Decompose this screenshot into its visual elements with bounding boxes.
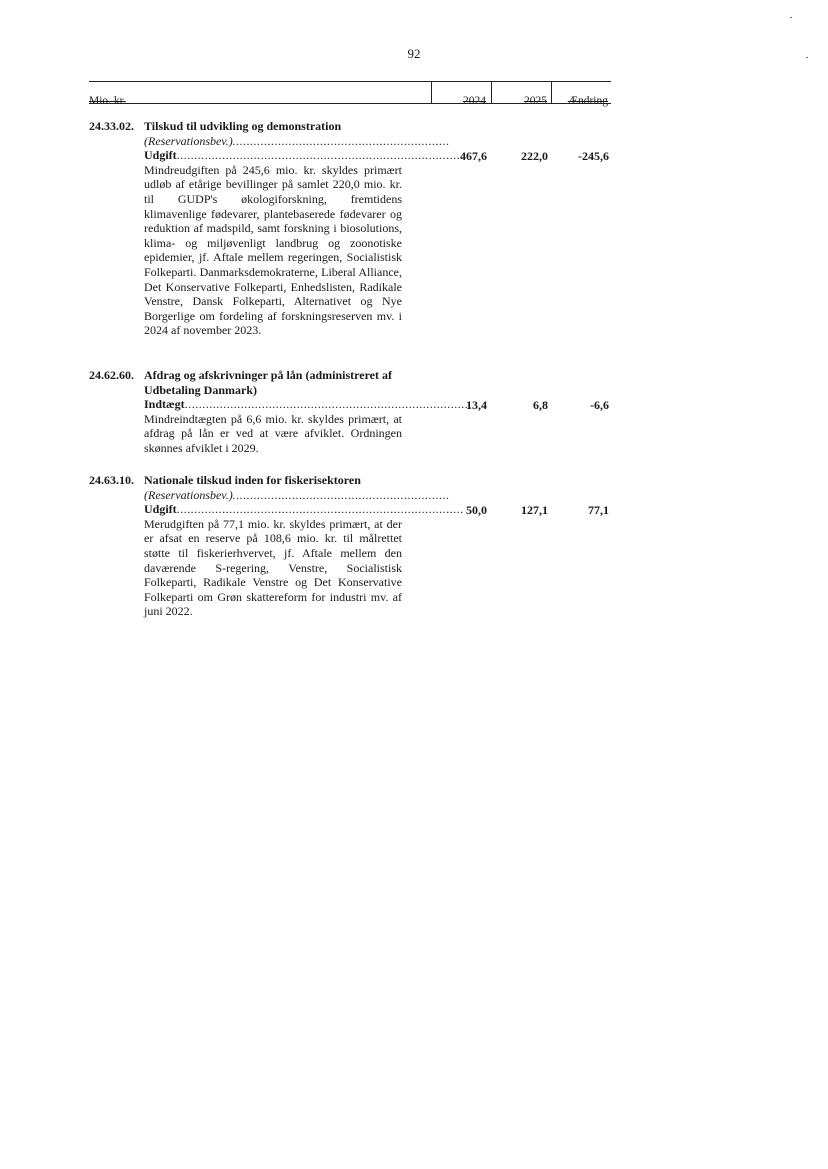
reservation-line: (Reservationsbev.).............................................................. xyxy=(144,487,450,502)
account-code: 24.62.60. xyxy=(89,368,134,382)
section-title: Tilskud til udvikling og demonstration xyxy=(144,119,342,133)
page-number: 92 xyxy=(407,46,421,61)
header-2025: 2025 xyxy=(524,95,547,107)
value-change: 77,1 xyxy=(588,503,609,517)
value-change: -6,6 xyxy=(590,398,609,412)
section-body xyxy=(144,368,472,456)
header-top-rule xyxy=(89,81,611,82)
value-2025: 6,8 xyxy=(533,398,548,412)
scan-speck xyxy=(790,17,792,18)
section-title: Afdrag og afskrivninger på lån (administreret af Udbetaling Danmark) xyxy=(144,368,392,397)
value-2024: 467,6 xyxy=(460,149,487,163)
header-divider-change xyxy=(551,81,552,103)
reservation-line: (Reservationsbev.).............................................................. xyxy=(144,133,450,148)
header-2024: 2024 xyxy=(463,95,486,107)
account-code: 24.33.02. xyxy=(89,119,134,133)
value-2025: 222,0 xyxy=(521,149,548,163)
header-unit: Mio. kr. xyxy=(89,95,126,107)
budget-section xyxy=(89,119,611,359)
account-code: 24.63.10. xyxy=(89,473,134,487)
header-divider-2024 xyxy=(431,81,432,103)
line-item-row: Indtægt.................................................................................. xyxy=(144,397,472,412)
section-body xyxy=(144,473,464,619)
reservation-label: (Reservationsbev.) xyxy=(144,487,233,502)
header-change: Ændring xyxy=(567,95,608,107)
reservation-label: (Reservationsbev.) xyxy=(144,133,233,148)
budget-section xyxy=(89,368,611,458)
section-description: Mindreudgiften på 245,6 mio. kr. skyldes primært udløb af etårige bevillinger på samlet 220,0 mio. kr. til GUDP's økologiforskning, fremtidens klimavenlige fødevarer, plantebaserede fødevarer og reduktion af madspild, samt forskning i biosolutions, klima- og miljøvenligt landbrug og zoonotiske epidemier, jf. Aftale mellem regeringen, Socialistisk Folkeparti. Danmarksdemokraterne, Liberal Alliance, Det Konservative Folkeparti, Enhedslisten, Radikale Venstre, Dansk Folkeparti, Alternativet og Nye Borgerlige om fordeling af forskningsreserven mv. i 2024 af november 2023. xyxy=(144,162,402,338)
value-2024: 50,0 xyxy=(466,503,487,517)
line-item-label: Indtægt xyxy=(144,397,185,412)
section-description: Mindreindtægten på 6,6 mio. kr. skyldes primært, at afdrag på lån er ved at være afviklet. Ordningen skønnes afviklet i 2029. xyxy=(144,411,402,455)
line-item-row: Udgift.................................................................................. xyxy=(144,148,464,163)
line-item-label: Udgift xyxy=(144,502,177,517)
section-body xyxy=(144,119,464,338)
header-divider-2025 xyxy=(491,81,492,103)
line-item-row: Udgift.................................................................................. xyxy=(144,502,464,517)
value-2024: 13,4 xyxy=(466,398,487,412)
value-change: -245,6 xyxy=(578,149,609,163)
value-2025: 127,1 xyxy=(521,503,548,517)
section-description: Merudgiften på 77,1 mio. kr. skyldes primært, at der er afsat en reserve på 108,6 mio. kr. til målrettet støtte til fiskerierhvervet, jf. Aftale mellem den daværende S-regering, Venstre, Socialistisk Folkeparti, Radikale Venstre og Det Konservative Folkeparti om Grøn skattereform for industri mv. af juni 2022. xyxy=(144,516,402,619)
section-title: Nationale tilskud inden for fiskerisektoren xyxy=(144,473,361,487)
line-item-label: Udgift xyxy=(144,148,177,163)
scan-speck xyxy=(806,57,808,58)
budget-section xyxy=(89,473,611,623)
